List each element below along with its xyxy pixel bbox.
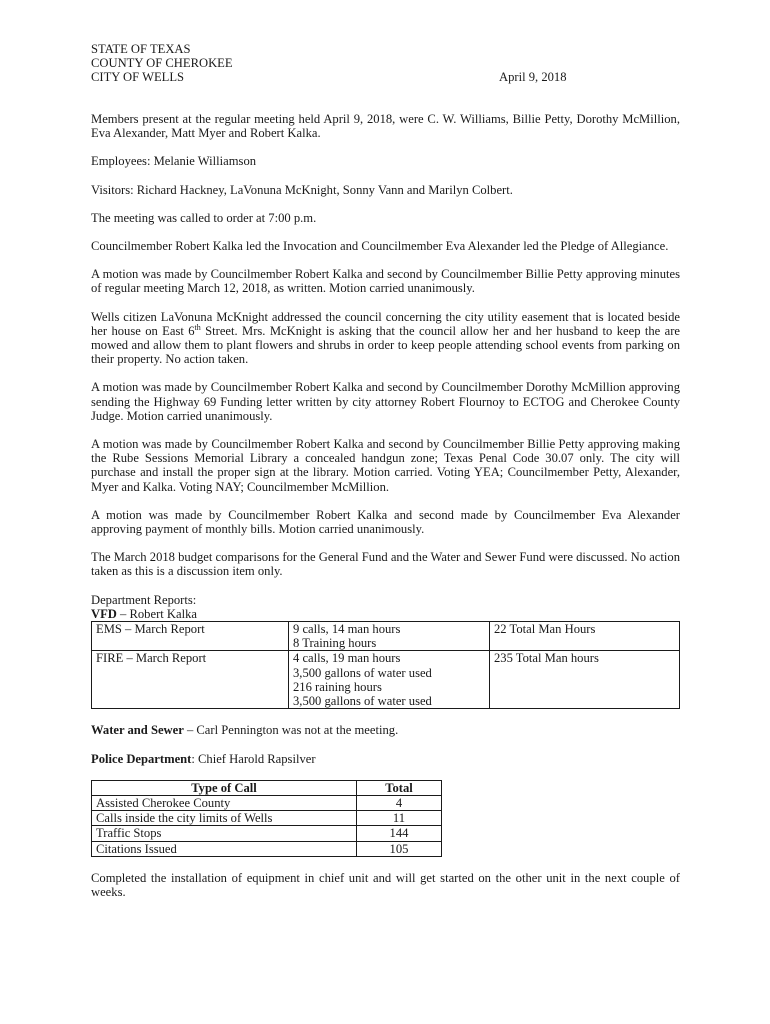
table-row [92,651,680,709]
vfd-total-cell: 235 Total Man hours [490,651,680,709]
police-table [91,780,442,857]
minutes-motion-paragraph: A motion was made by Councilmember Robert Kalka and second by Councilmember Billie Petty approving minutes of regular meeting March 12, 2018, as written. Motion carried unanimously. [91,267,680,296]
water-sewer-label: Water and Sewer [91,723,184,738]
table-row [92,841,442,856]
citizen-paragraph [91,310,680,367]
vfd-details-cell [289,622,490,651]
vfd-detail-line: 216 raining hours [293,679,382,694]
vfd-heading [91,607,680,621]
called-to-order-paragraph: The meeting was called to order at 7:00 p.m. [91,210,317,225]
citizen-text-b: Street. Mrs. McKnight is asking that the council allow her and her husband to keep the are mowed and allow them to plant flowers and shrubs in order to keep people attending school events from parking on their property. No action taken. [91,323,680,367]
header-state: STATE OF TEXAS [91,42,191,56]
call-type-cell: Traffic Stops [92,826,357,841]
header-city-line [91,70,591,84]
vfd-detail-line: 3,500 gallons of water used [293,694,432,709]
library-motion-paragraph: A motion was made by Councilmember Robert Kalka and second by Councilmember Billie Petty approving making the Rube Sessions Memorial Library a concealed handgun zone; Texas Penal Code 30.07 only. The city will purchase and install the proper sign at the library. Motion carried. Voting YEA; Councilmember Petty, Alexander, Myer and Kalka. Voting NAY; Councilmember McMillion. [91,437,680,494]
column-header-type: Type of Call [92,780,357,795]
vfd-label: VFD [91,606,117,621]
call-type-cell: Assisted Cherokee County [92,795,357,810]
closing-paragraph: Completed the installation of equipment in chief unit and will get started on the other unit in the next couple of weeks. [91,870,680,899]
police-heading [91,752,680,766]
water-sewer-paragraph [91,723,680,737]
column-header-total: Total [357,780,442,795]
department-reports-heading: Department Reports: [91,592,197,607]
table-row [92,622,680,651]
highway-motion-paragraph: A motion was made by Councilmember Robert Kalka and second by Councilmember Dorothy McMillion approving sending the Highway 69 Funding letter written by city attorney Robert Flournoy to ECTOG and Cherokee County Judge. Motion carried unanimously. [91,380,680,423]
header-county: COUNTY OF CHEROKEE [91,56,233,71]
vfd-details-cell [289,651,490,709]
call-total-cell: 144 [357,826,442,841]
police-rest: : Chief Harold Rapsilver [191,751,316,766]
vfd-detail-line: 3,500 gallons of water used [293,665,432,680]
header-city: CITY OF WELLS [91,70,185,85]
employees-paragraph: Employees: Melanie Williamson [91,154,257,169]
bills-motion-paragraph: A motion was made by Councilmember Robert Kalka and second made by Councilmember Eva Alexander approving payment of monthly bills. Motion carried unanimously. [91,507,680,537]
table-row [92,826,442,841]
members-paragraph: Members present at the regular meeting held April 9, 2018, were C. W. Williams, Billie Petty, Dorothy McMillion, Eva Alexander, Matt Myer and Robert Kalka. [91,112,680,141]
minutes-body [91,112,680,913]
vfd-report-cell: EMS – March Report [92,622,289,651]
call-total-cell: 105 [357,841,442,856]
vfd-report-cell: FIRE – March Report [92,651,289,709]
header-date: April 9, 2018 [499,70,567,85]
table-row [92,795,442,810]
document-header [91,42,591,85]
call-type-cell: Calls inside the city limits of Wells [92,811,357,826]
vfd-detail-line: 9 calls, 14 man hours [293,622,401,637]
police-label: Police Department [91,751,192,766]
table-header-row [92,780,442,795]
budget-paragraph: The March 2018 budget comparisons for the General Fund and the Water and Sewer Fund were discussed. No action taken as this is a discussion item only. [91,550,680,579]
citizen-superscript: th [194,322,201,332]
vfd-detail-line: 4 calls, 19 man hours [293,651,401,666]
water-sewer-rest: – Carl Pennington was not at the meeting. [183,723,399,738]
vfd-table [91,621,680,709]
call-total-cell: 4 [357,795,442,810]
visitors-paragraph: Visitors: Richard Hackney, LaVonuna McKnight, Sonny Vann and Marilyn Colbert. [91,182,513,197]
call-total-cell: 11 [357,811,442,826]
vfd-rest: – Robert Kalka [116,606,197,621]
vfd-total-cell: 22 Total Man Hours [490,622,680,651]
invocation-paragraph: Councilmember Robert Kalka led the Invocation and Councilmember Eva Alexander led the Pledge of Allegiance. [91,239,669,254]
vfd-detail-line: 8 Training hours [293,636,377,651]
citizen-text-a: Wells citizen LaVonuna McKnight addressed the council concerning the city utility easement that is located beside her house on East 6 [91,309,680,338]
table-row [92,811,442,826]
call-type-cell: Citations Issued [92,841,357,856]
